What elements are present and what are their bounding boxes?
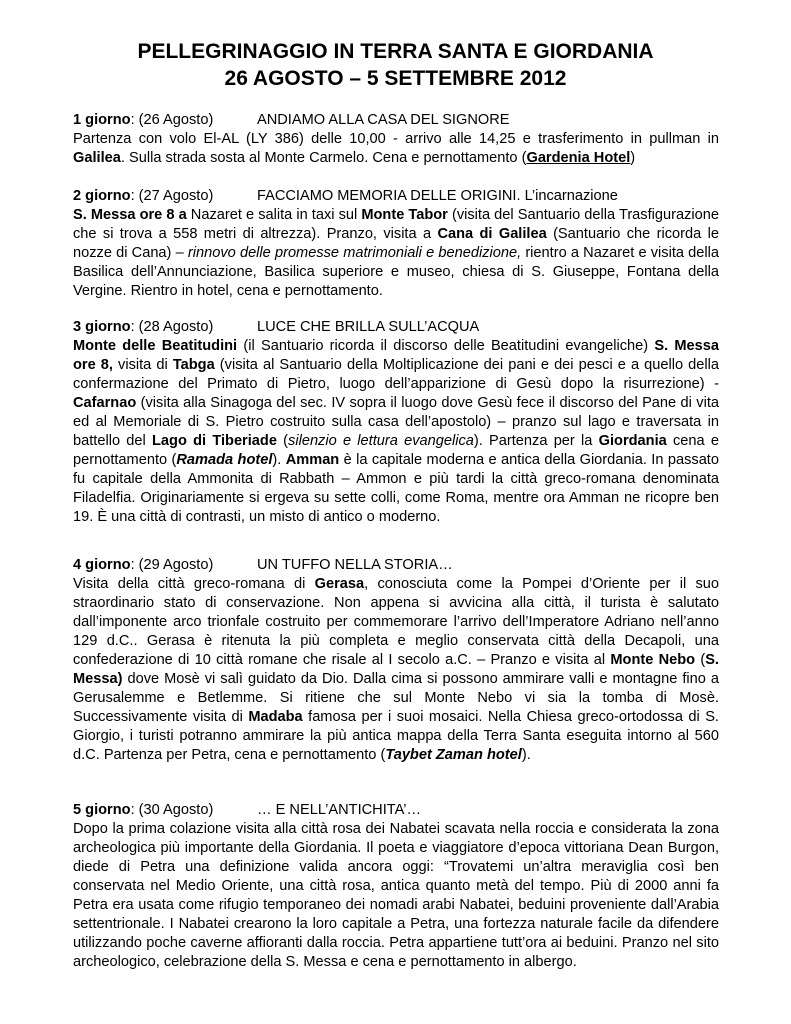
text-run: visita di — [112, 357, 173, 373]
text-run: dove Mosè vi salì guidato da Dio. Dalla cima si possono ammirare valli e montagne fino a Gerusalemme e Betlemme. Si ritiene che sul Monte Nebo vi sia la tomba di Mosè. Successivamente visita di — [73, 671, 719, 725]
day-5-label: 5 giorno — [73, 802, 131, 818]
emphasis-text: Monte Nebo — [610, 652, 696, 668]
day-1-description — [73, 130, 719, 168]
emphasis-text: rinnovo delle promesse matrimoniali e benedizione, — [187, 245, 522, 261]
emphasis-text: S. Messa ore 8, — [73, 338, 720, 373]
day-2-theme: FACCIAMO MEMORIA DELLE ORIGINI. L’incarnazione — [257, 188, 618, 204]
day-5-date: : (30 Agosto) — [130, 802, 214, 818]
emphasis-text: Cana di Galilea — [437, 226, 547, 242]
text-run: famosa per i suoi mosaici. Nella Chiesa greco-ortodossa di S. Giorgio, i turisti potranno ammirare la più antica mappa della Terra Santa eseguita intorno al 560 d.C. Partenza per Petra, cena e pernottamento ( — [73, 709, 719, 763]
text-run: Partenza con volo El-AL (LY 386) delle 10,00 - arrivo alle 14,25 e trasferimento in pullman in — [73, 131, 719, 147]
text-run: ) — [630, 150, 636, 166]
day-3-header — [73, 318, 719, 337]
day-1-date: : (26 Agosto) — [130, 112, 214, 128]
text-run: . Sulla strada sosta al Monte Carmelo. Cena e pernottamento ( — [120, 150, 527, 166]
text-run: Visita della città greco-romana di — [73, 576, 315, 592]
document-title — [0, 38, 791, 92]
day-4-date: : (29 Agosto) — [130, 557, 214, 573]
emphasis-text: Monte delle Beatitudini — [73, 338, 238, 354]
day-3-description — [73, 337, 719, 527]
day-1-label: 1 giorno — [73, 112, 131, 128]
emphasis-text: Gardenia Hotel — [526, 150, 631, 166]
day-3-date: : (28 Agosto) — [130, 319, 214, 335]
emphasis-text: Gerasa — [314, 576, 365, 592]
emphasis-text: S. Messa) — [73, 652, 719, 687]
emphasis-text: Giordania — [598, 433, 667, 449]
text-run: Nazaret e salita in taxi sul — [186, 207, 362, 223]
day-3-label: 3 giorno — [73, 319, 131, 335]
emphasis-text: Lago di Tiberiade — [152, 433, 277, 449]
day-2-date: : (27 Agosto) — [130, 188, 214, 204]
emphasis-text: Ramada hotel — [176, 452, 273, 468]
emphasis-text: Tabga — [172, 357, 215, 373]
day-1-section — [73, 111, 719, 168]
day-4-header — [73, 556, 719, 575]
text-run: ). — [521, 747, 531, 763]
text-run: (visita alla Sinagoga del sec. IV sopra il luogo dove Gesù fece il discorso del Pane di vita ed al Memoriale di S. Pietro costruito sulla casa dell’apostolo) – pranzo sul lago e traversata in battello del — [73, 395, 719, 449]
text-run: (il Santuario ricorda il discorso delle Beatitudini evangeliche) — [237, 338, 655, 354]
day-4-description — [73, 575, 719, 765]
day-1-header — [73, 111, 719, 130]
text-run: ). — [272, 452, 286, 468]
day-3-theme: LUCE CHE BRILLA SULL’ACQUA — [257, 319, 480, 335]
day-4-label: 4 giorno — [73, 557, 131, 573]
emphasis-text: Taybet Zaman hotel — [385, 747, 522, 763]
text-run: Dopo la prima colazione visita alla città rosa dei Nabatei scavata nella roccia e considerata la zona archeologica più importante della Giordania. Il poeta e viaggiatore d’epoca vittoriana Dean Burgon, diede di Petra una definizione valida ancora oggi: “Trovatemi un’altra meraviglia così ben conservata nel Medio Oriente, una città rosa, antica quanto metà del tempo. Più di 2000 anni fa Petra era usata come rifugio temporaneo dei nomadi arabi Nabatei, beduini proveniente dall’Arabia settentrionale. I Nabatei crearono la loro capitale a Petra, una fortezza naturale facile da difendere utilizzando poche caverne affioranti dalla roccia. Petra appartiene tutt’ora ai beduini. Pranzo nel sito archeologico, celebrazione della S. Messa e cena e pernottamento in albergo. — [73, 821, 719, 970]
text-run: (visita del Santuario della Trasfigurazione che si trova a 558 metri di altrezza). Pranzo, visita a — [73, 207, 719, 242]
day-5-theme: … E NELL’ANTICHITA’… — [257, 802, 422, 818]
day-4-section — [73, 556, 719, 765]
emphasis-text: Madaba — [248, 709, 303, 725]
day-2-label: 2 giorno — [73, 188, 131, 204]
text-run: è la capitale moderna e antica della Giordania. In passato fu capitale della Ammonita di Rabbath – Ammon e più tardi la città greco-romana denominata Filadelfia. Originariamente si ergeva su sette colli, come Roma, mentre ora Amman ne ricopre ben 19. È una città di contrasti, un misto di antico o moderno. — [73, 452, 719, 525]
day-2-header — [73, 187, 719, 206]
text-run: (Santuario che ricorda le nozze di Cana) – — [73, 226, 719, 261]
day-1-theme: ANDIAMO ALLA CASA DEL SIGNORE — [257, 112, 510, 128]
text-run: , conosciuta come la Pompei d’Oriente per il suo straordinario stato di conservazione. Non appena si avvicina alla città, il turista è salutato dall’imponente arco trionfale costruito per commemorare l’arrivo dell’Imperatore Adriano nell’anno 129 d.C.. Gerasa è ritenuta la più completa e meglio conservata città della Decapoli, una confederazione di 10 città romane che risale al I secolo a.C. – Pranzo e visita al — [73, 576, 719, 668]
day-2-description — [73, 206, 719, 301]
day-4-theme: UN TUFFO NELLA STORIA… — [257, 557, 453, 573]
day-5-section — [73, 801, 719, 972]
emphasis-text: Cafarnao — [73, 395, 137, 411]
text-run: ( — [276, 433, 289, 449]
text-run: (visita al Santuario della Moltiplicazione dei pani e dei pesci e a quello della confermazione del Primato di Pietro, luogo dell’apparizione di Gesù dopo la risurrezione) - — [73, 357, 720, 392]
day-2-section — [73, 187, 719, 301]
emphasis-text: S. Messa ore 8 a — [73, 207, 187, 223]
title-line-2: 26 AGOSTO – 5 SETTEMBRE 2012 — [224, 67, 567, 90]
text-run: cena e pernottamento ( — [73, 433, 719, 468]
day-3-section — [73, 318, 719, 527]
emphasis-text: Monte Tabor — [361, 207, 448, 223]
emphasis-text: silenzio e lettura evangelica — [288, 433, 474, 449]
day-5-header — [73, 801, 719, 820]
emphasis-text: Galilea — [73, 150, 121, 166]
emphasis-text: Amman — [285, 452, 340, 468]
text-run: ( — [695, 652, 706, 668]
day-5-description — [73, 820, 719, 972]
text-run: rientro a Nazaret e visita della Basilica dell’Annunciazione, Basilica superiore e museo, chiesa di S. Giuseppe, Fontana della Vergine. Rientro in hotel, cena e pernottamento. — [73, 245, 720, 299]
title-line-1: PELLEGRINAGGIO IN TERRA SANTA E GIORDANIA — [137, 40, 654, 63]
text-run: ). Partenza per la — [473, 433, 599, 449]
